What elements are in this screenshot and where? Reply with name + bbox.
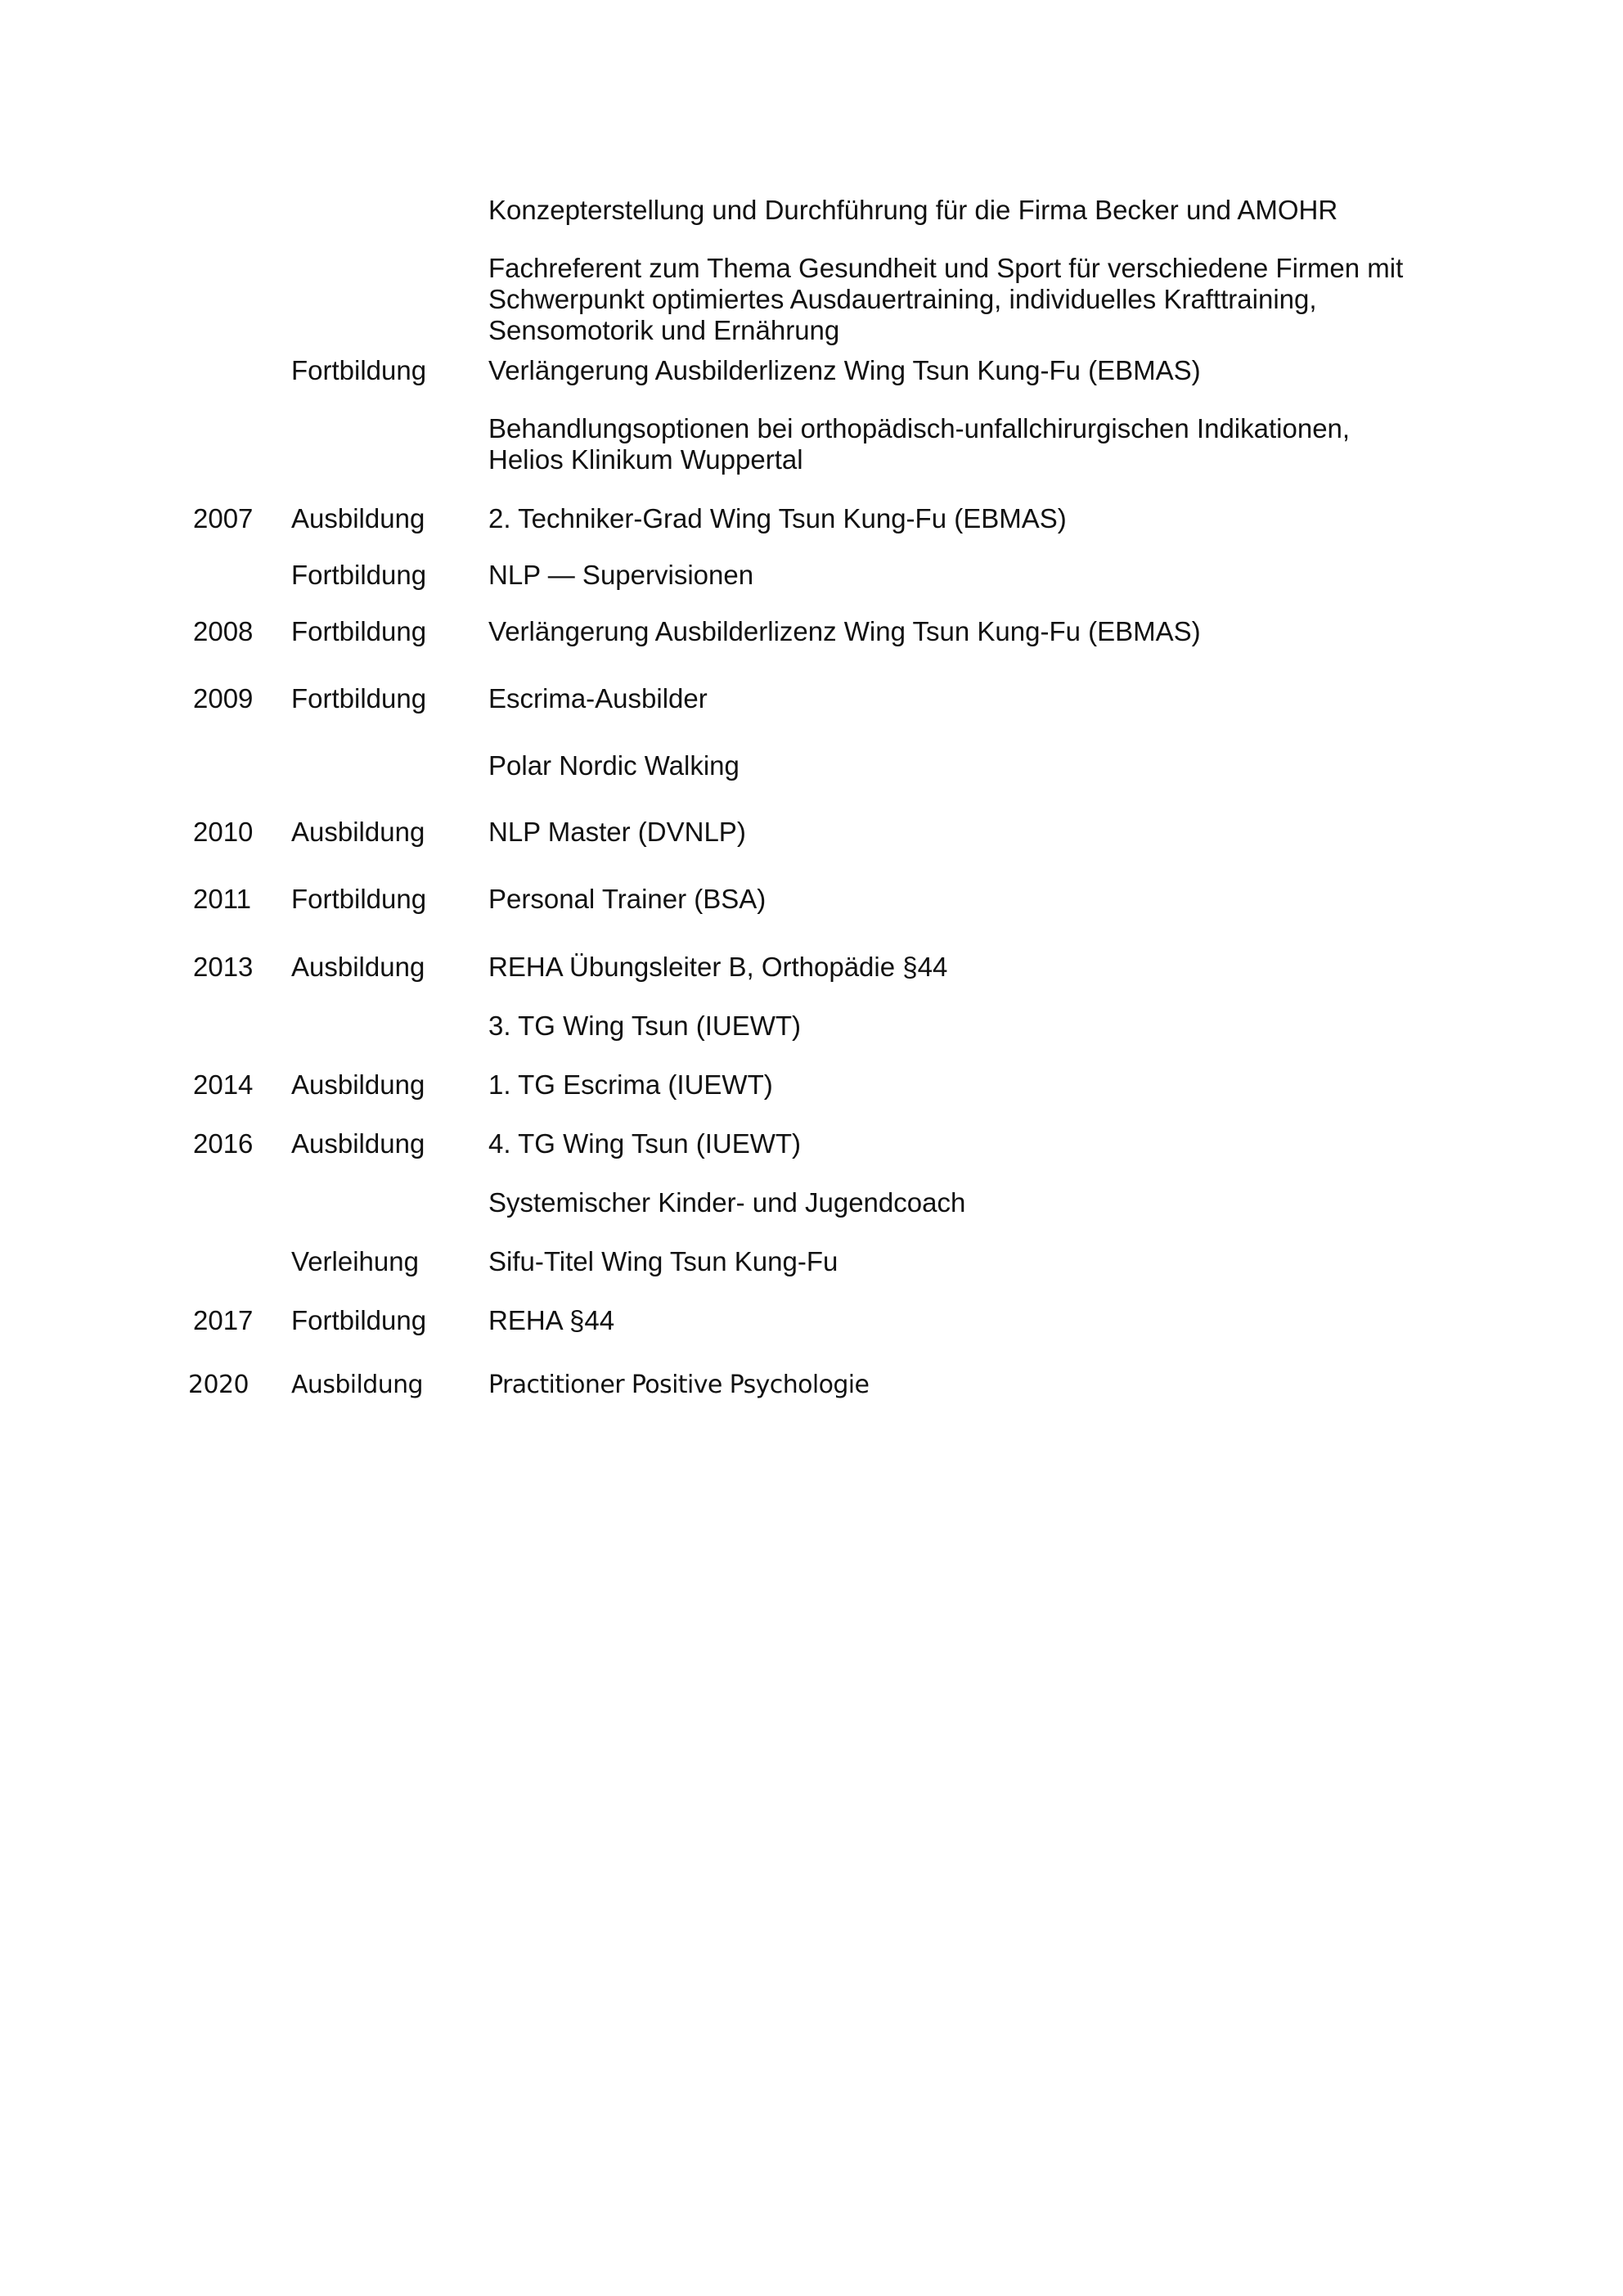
entry-line: Konzepterstellung und Durchführung für die Firma Becker und AMOHR	[488, 195, 1338, 225]
entry-description	[488, 1246, 1454, 1277]
entry-description	[488, 253, 1454, 346]
entry-line: 3. TG Wing Tsun (IUEWT)	[488, 1011, 802, 1041]
entry-category: Fortbildung	[291, 560, 427, 590]
entry-description	[488, 1069, 1454, 1101]
entry-line: Personal Trainer (BSA)	[488, 884, 767, 914]
entry-description	[488, 1305, 1454, 1336]
entry-year: 2009	[193, 683, 254, 714]
entry-category: Ausbildung	[291, 1069, 425, 1100]
entry-year: 2008	[193, 616, 254, 646]
entry-category: Ausbildung	[291, 1128, 425, 1159]
entry-line: Sifu-Titel Wing Tsun Kung-Fu	[488, 1246, 838, 1276]
entry-year: 2017	[193, 1305, 254, 1335]
entry-line: REHA Übungsleiter B, Orthopädie §44	[488, 952, 948, 982]
entry-line: Helios Klinikum Wuppertal	[488, 444, 803, 475]
entry-line: NLP Master (DVNLP)	[488, 817, 746, 847]
entry-description	[488, 560, 1454, 591]
entry-description	[488, 884, 1454, 915]
entry-line: Escrima-Ausbilder	[488, 683, 708, 714]
entry-description	[488, 1370, 1454, 1401]
entry-year: 2013	[193, 952, 254, 982]
entry-description	[488, 616, 1454, 647]
entry-description	[488, 817, 1454, 848]
entry-line: Verlängerung Ausbilderlizenz Wing Tsun Kung-Fu (EBMAS)	[488, 355, 1201, 385]
entry-line: Practitioner Positive Psychologie	[488, 1371, 870, 1399]
entry-line: REHA §44	[488, 1305, 615, 1335]
entry-year: 2014	[193, 1069, 254, 1100]
entry-category: Fortbildung	[291, 683, 427, 714]
entry-line: Behandlungsoptionen bei orthopädisch-unfallchirurgischen Indikationen,	[488, 413, 1351, 443]
entry-category: Fortbildung	[291, 1305, 427, 1335]
entry-line: 1. TG Escrima (IUEWT)	[488, 1069, 773, 1100]
entry-description	[488, 355, 1454, 386]
entry-category: Ausbildung	[291, 1371, 423, 1399]
entry-year: 2011	[193, 884, 251, 914]
entry-description	[488, 683, 1454, 714]
entry-line: NLP — Supervisionen	[488, 560, 754, 590]
entry-category: Ausbildung	[291, 503, 425, 533]
entry-description	[488, 195, 1454, 226]
entry-category: Verleihung	[291, 1246, 419, 1276]
entry-year: 2007	[193, 503, 254, 533]
entry-category: Ausbildung	[291, 952, 425, 982]
entry-description	[488, 750, 1454, 781]
entry-line: 4. TG Wing Tsun (IUEWT)	[488, 1128, 802, 1159]
entry-description	[488, 413, 1454, 475]
entry-year: 2016	[193, 1128, 254, 1159]
entry-description	[488, 1011, 1454, 1042]
entry-description	[488, 1187, 1454, 1218]
entry-year: 2010	[193, 817, 254, 847]
entry-line: Sensomotorik und Ernährung	[488, 315, 840, 345]
entry-line: Systemischer Kinder- und Jugendcoach	[488, 1187, 966, 1218]
entry-description	[488, 1128, 1454, 1159]
entry-line: Fachreferent zum Thema Gesundheit und Sport für verschiedene Firmen mit	[488, 253, 1404, 283]
entry-line: Schwerpunkt optimiertes Ausdauertraining, individuelles Krafttraining,	[488, 284, 1317, 314]
entry-description	[488, 952, 1454, 983]
entry-line: Polar Nordic Walking	[488, 750, 740, 781]
entry-category: Ausbildung	[291, 817, 425, 847]
entry-line: 2. Techniker-Grad Wing Tsun Kung-Fu (EBMAS)	[488, 503, 1067, 533]
entry-category: Fortbildung	[291, 884, 427, 914]
entry-line: Verlängerung Ausbilderlizenz Wing Tsun Kung-Fu (EBMAS)	[488, 616, 1201, 646]
entry-description	[488, 503, 1454, 534]
entry-year: 2020	[188, 1371, 249, 1399]
entry-category: Fortbildung	[291, 616, 427, 646]
entry-category: Fortbildung	[291, 355, 427, 385]
